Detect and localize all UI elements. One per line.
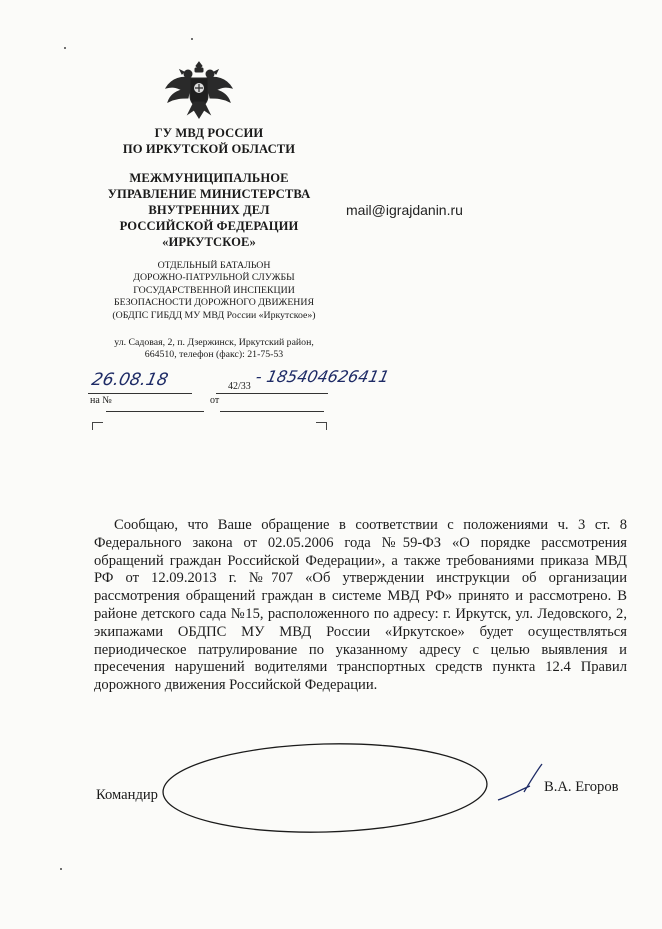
- body-paragraph: Сообщаю, что Ваше обращение в соответствии с положениями ч. 3 ст. 8 Федерального закона от 02.05.2006 года №59-ФЗ «О порядке рассмотрения обращений граждан Российской Федерации», а также требованиями приказа МВД РФ от 12.09.2013 г. №707 «Об утверждении инструкции об организации рассмотрения обращений граждан в системе МВД РФ» принято и рассмотрено. В районе детского сада №15, расположенного по адресу: г. Иркутск, ул. Ледовского, 2, экипажами ОБДПС МУ МВД России «Иркутское» будет осуществляться периодическое патрулирование по указанному адресу с целью выявления и пресечения нарушений водителями транспортных средств пункта 12.4 Правил дорожного движения Российской Федерации.: [94, 517, 627, 694]
- unit-line: ДОРОЖНО-ПАТРУЛЬНОЙ СЛУЖБЫ: [133, 272, 295, 284]
- signature-title: Командир: [96, 787, 158, 803]
- dept-line: МЕЖМУНИЦИПАЛЬНОЕ: [129, 171, 289, 185]
- address-line: ул. Садовая, 2, п. Дзержинск, Иркутский район,: [114, 337, 314, 348]
- handwritten-date: 26.08.18: [89, 370, 170, 390]
- address-line: 664510, телефон (факс): 21-75-53: [144, 349, 284, 361]
- dept-line: ВНУТРЕННИХ ДЕЛ: [148, 203, 270, 217]
- recipient-email: mail@igrajdanin.ru: [346, 202, 463, 218]
- ot-label: от: [210, 395, 220, 406]
- reference-number: 42/33: [228, 381, 251, 392]
- dept-line: УПРАВЛЕНИЕ МИНИСТЕРСТВА: [107, 187, 311, 201]
- signature-name: В.А. Егоров: [544, 779, 619, 795]
- unit-line: ОТДЕЛЬНЫЙ БАТАЛЬОН: [157, 260, 271, 271]
- na-label: на №: [90, 395, 112, 406]
- dept-line: «ИРКУТСКОЕ»: [162, 235, 256, 249]
- unit-line: БЕЗОПАСНОСТИ ДОРОЖНОГО ДВИЖЕНИЯ: [114, 297, 314, 309]
- signature-scribble: [498, 764, 542, 800]
- org-line: ПО ИРКУТСКОЙ ОБЛАСТИ: [122, 142, 296, 156]
- org-line: ГУ МВД РОССИИ: [154, 126, 264, 140]
- handwritten-number: - 185404626411: [253, 367, 392, 386]
- redaction-ellipse: [162, 740, 488, 836]
- dept-line: РОССИЙСКОЙ ФЕДЕРАЦИИ: [119, 219, 299, 233]
- unit-line: ГОСУДАРСТВЕННОЙ ИНСПЕКЦИИ: [133, 284, 295, 296]
- unit-line: (ОБДПС ГИБДД МУ МВД России «Иркутское»): [112, 309, 316, 321]
